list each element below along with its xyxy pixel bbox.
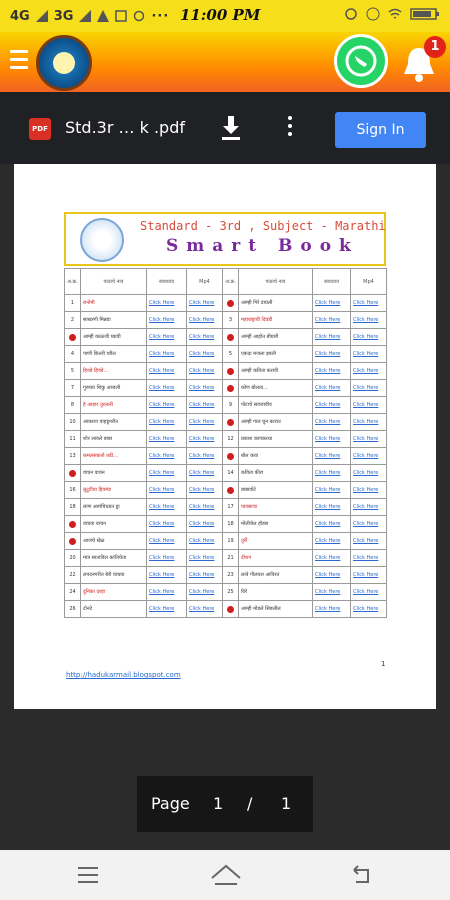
lesson-name: पाणी कितरी चाील <box>81 346 147 363</box>
table-row <box>65 397 387 414</box>
more-options-icon[interactable] <box>286 116 294 140</box>
recycle-icon <box>133 10 145 22</box>
exercise-link[interactable]: Click Here <box>313 601 351 618</box>
bullet-icon <box>69 521 76 528</box>
lesson-name: पावसाचा <box>239 499 313 516</box>
row-number: 22 <box>65 567 81 584</box>
mp4-link[interactable]: Click Here <box>187 533 223 550</box>
exercise-link[interactable]: Click Here <box>313 329 351 346</box>
signal-icon <box>36 10 48 22</box>
exercise-link[interactable]: Click Here <box>313 482 351 499</box>
navigation-bar <box>0 850 450 900</box>
table-header-cell: स्वाध्याय <box>147 269 187 295</box>
mp4-link[interactable]: Click Here <box>351 448 387 465</box>
row-number: 19 <box>223 533 239 550</box>
image-icon <box>115 10 127 22</box>
table-header-cell: Mp4 <box>351 269 387 295</box>
status-left <box>10 9 169 24</box>
exercise-link[interactable]: Click Here <box>147 584 187 601</box>
bullet-icon <box>227 368 234 375</box>
lessons-table <box>64 268 387 618</box>
table-header-row <box>65 269 387 295</box>
table-header-cell: स्वाध्याय <box>313 269 351 295</box>
bullet-icon <box>227 487 234 494</box>
lesson-name: टोनटे <box>81 601 147 618</box>
lesson-name: तुर्री <box>239 533 313 550</box>
table-header-cell: अ.क्र. <box>223 269 239 295</box>
row-number: 8 <box>65 397 81 414</box>
table-row <box>65 380 387 397</box>
lesson-name: वाचवा वाचन <box>81 516 147 533</box>
mp4-link[interactable]: Click Here <box>187 397 223 414</box>
exercise-link[interactable]: Click Here <box>147 499 187 516</box>
signal-icon <box>79 10 91 22</box>
bullet-icon <box>227 334 234 341</box>
bullet-icon <box>227 453 234 460</box>
lesson-name: दीशन <box>239 550 313 567</box>
lesson-name: विरे <box>239 584 313 601</box>
pdf-page <box>14 164 436 709</box>
table-row <box>65 431 387 448</box>
mp4-link[interactable]: Click Here <box>351 601 387 618</box>
exercise-link[interactable]: Click Here <box>313 516 351 533</box>
lesson-name: हिवडे हिवडे… <box>81 363 147 380</box>
mp4-link[interactable]: Click Here <box>187 295 223 312</box>
mp4-link[interactable]: Click Here <box>187 431 223 448</box>
row-number <box>65 329 81 346</box>
mp4-link[interactable]: Click Here <box>187 550 223 567</box>
row-number: 12 <box>223 431 239 448</box>
row-number: 14 <box>223 465 239 482</box>
mp4-link[interactable]: Click Here <box>351 482 387 499</box>
lesson-name: आम्ही गाल घुन काराउ <box>239 414 313 431</box>
bullet-icon <box>227 419 234 426</box>
lesson-name: लाण आमंचिधडत ड्डा <box>81 499 147 516</box>
exercise-link[interactable]: Click Here <box>147 448 187 465</box>
document-title-box <box>64 212 386 266</box>
mp4-link[interactable]: Click Here <box>351 329 387 346</box>
lesson-name: कविता कीरा <box>239 465 313 482</box>
network-4g-label: 4G <box>10 8 30 24</box>
exercise-link[interactable]: Click Here <box>147 601 187 618</box>
row-number <box>223 601 239 618</box>
recent-apps-icon[interactable] <box>78 867 98 883</box>
exercise-link[interactable]: Click Here <box>313 584 351 601</box>
row-number <box>223 448 239 465</box>
mp4-link[interactable]: Click Here <box>351 533 387 550</box>
mp4-link[interactable]: Click Here <box>351 431 387 448</box>
lesson-name: आकाशा पाहडूनरीत <box>81 414 147 431</box>
lesson-name: बाबावोटे <box>239 482 313 499</box>
mp4-link[interactable]: Click Here <box>351 584 387 601</box>
row-number <box>223 414 239 431</box>
exercise-link[interactable]: Click Here <box>147 346 187 363</box>
mp4-link[interactable]: Click Here <box>187 499 223 516</box>
row-number <box>223 295 239 312</box>
document-subtitle: Standard - 3rd , Subject - Marathi <box>140 219 386 233</box>
lesson-name: गुरुच्या शिकु आजली <box>81 380 147 397</box>
row-number: 26 <box>65 601 81 618</box>
row-number <box>223 363 239 380</box>
mp4-link[interactable]: Click Here <box>351 516 387 533</box>
exercise-link[interactable]: Click Here <box>147 465 187 482</box>
lesson-name: कमलसकतो तडी… <box>81 448 147 465</box>
lesson-name: कोण बोलता… <box>239 380 313 397</box>
bullet-icon <box>69 538 76 545</box>
document-page-number: 1 <box>381 660 386 668</box>
table-row <box>65 567 387 584</box>
pdf-viewer[interactable] <box>0 164 450 850</box>
row-number: 20 <box>65 550 81 567</box>
sign-in-button[interactable]: Sign In <box>335 112 426 148</box>
lesson-name: दुनिका दरहा <box>81 584 147 601</box>
row-number <box>65 516 81 533</box>
lesson-name: लपदनगरीत बेरी वाचवा <box>81 567 147 584</box>
lesson-name: प्रकाश कापकरधा <box>239 431 313 448</box>
row-number: 4 <box>65 346 81 363</box>
row-number <box>65 533 81 550</box>
row-number: 5 <box>65 363 81 380</box>
pdf-toolbar <box>0 92 450 164</box>
bullet-icon <box>227 385 234 392</box>
mp4-link[interactable]: Click Here <box>351 550 387 567</box>
status-time: 11:00 PM <box>180 6 261 24</box>
more-dots-icon: ··· <box>151 8 170 24</box>
table-header-cell: अ.क्र. <box>65 269 81 295</box>
alarm-icon <box>344 7 358 21</box>
exercise-link[interactable]: Click Here <box>313 312 351 329</box>
lesson-name: आम्ही गिरे डायली <box>239 295 313 312</box>
row-number: 3 <box>223 312 239 329</box>
exercise-link[interactable]: Click Here <box>147 380 187 397</box>
row-number: 16 <box>65 482 81 499</box>
table-row <box>65 329 387 346</box>
row-number: 13 <box>65 448 81 465</box>
table-row <box>65 601 387 618</box>
exercise-link[interactable]: Click Here <box>147 414 187 431</box>
exercise-link[interactable]: Click Here <box>147 567 187 584</box>
table-row <box>65 533 387 550</box>
exercise-link[interactable]: Click Here <box>147 550 187 567</box>
document-title: Smart Book <box>166 236 359 256</box>
lesson-name: वाचन वाचन <box>81 465 147 482</box>
lesson-name: लावे गौलवल आविरत <box>239 567 313 584</box>
mp4-link[interactable]: Click Here <box>187 346 223 363</box>
row-number: 11 <box>65 431 81 448</box>
mp4-link[interactable]: Click Here <box>187 448 223 465</box>
table-header-cell: पाठाचे नाव <box>81 269 147 295</box>
current-page: 1 <box>213 794 224 813</box>
exercise-link[interactable]: Click Here <box>147 295 187 312</box>
exercise-link[interactable]: Click Here <box>313 550 351 567</box>
row-number: 21 <box>223 550 239 567</box>
mp4-link[interactable]: Click Here <box>351 465 387 482</box>
exercise-link[interactable]: Click Here <box>313 499 351 516</box>
mp4-link[interactable]: Click Here <box>187 516 223 533</box>
back-icon[interactable] <box>350 864 374 886</box>
lesson-name: बोल कवा <box>239 448 313 465</box>
mp4-link[interactable]: Click Here <box>187 312 223 329</box>
status-right <box>344 7 440 21</box>
exercise-link[interactable]: Click Here <box>147 431 187 448</box>
exercise-link[interactable]: Click Here <box>313 380 351 397</box>
network-3g-label: 3G <box>53 8 74 24</box>
mp4-link[interactable]: Click Here <box>351 499 387 516</box>
whatsapp-icon[interactable] <box>334 34 388 88</box>
table-row <box>65 312 387 329</box>
row-number: 17 <box>223 499 239 516</box>
row-number: 9 <box>223 397 239 414</box>
lesson-name: महाराष्ट्राची दिवडी <box>239 312 313 329</box>
row-number: 2 <box>65 312 81 329</box>
notification-count-badge: 1 <box>424 36 446 58</box>
exercise-link[interactable]: Click Here <box>313 346 351 363</box>
page-indicator <box>137 776 313 832</box>
exercise-link[interactable]: Click Here <box>313 567 351 584</box>
battery-icon <box>410 7 440 21</box>
exercise-link[interactable]: Click Here <box>147 516 187 533</box>
table-header-cell: Mp4 <box>187 269 223 295</box>
row-number: 23 <box>223 567 239 584</box>
exercise-link[interactable]: Click Here <box>313 448 351 465</box>
row-number: 1 <box>65 295 81 312</box>
total-pages: 1 <box>281 794 292 813</box>
app-logo[interactable] <box>36 35 92 91</box>
mp4-link[interactable]: Click Here <box>351 363 387 380</box>
exercise-link[interactable]: Click Here <box>313 414 351 431</box>
pdf-file-icon: PDF <box>29 118 51 140</box>
row-number: 25 <box>223 584 239 601</box>
mp4-link[interactable]: Click Here <box>187 601 223 618</box>
exercise-link[interactable]: Click Here <box>147 312 187 329</box>
mp4-link[interactable]: Click Here <box>351 380 387 397</box>
mp4-link[interactable]: Click Here <box>187 465 223 482</box>
lesson-name: हे आहार तुरलली <box>81 397 147 414</box>
mp4-link[interactable]: Click Here <box>351 346 387 363</box>
bullet-icon <box>69 470 76 477</box>
table-row <box>65 550 387 567</box>
exercise-link[interactable]: Click Here <box>147 363 187 380</box>
row-number: 10 <box>65 414 81 431</box>
lesson-name: एकदा मजला झाली <box>239 346 313 363</box>
exercise-link[interactable]: Click Here <box>147 482 187 499</box>
row-number <box>223 482 239 499</box>
table-row <box>65 363 387 380</box>
wifi-icon <box>388 7 402 21</box>
mp4-link[interactable]: Click Here <box>351 567 387 584</box>
lesson-name: लुटुटीया हिवमंड <box>81 482 147 499</box>
row-number: 24 <box>65 584 81 601</box>
table-row <box>65 414 387 431</box>
exercise-link[interactable]: Click Here <box>147 533 187 550</box>
app-header <box>0 32 450 92</box>
mp4-link[interactable]: Click Here <box>187 584 223 601</box>
bullet-icon <box>69 334 76 341</box>
mp4-link[interactable]: Click Here <box>187 567 223 584</box>
school-seal-logo <box>80 218 124 262</box>
mp4-link[interactable]: Click Here <box>351 414 387 431</box>
row-number <box>223 329 239 346</box>
row-number: 18 <box>223 516 239 533</box>
row-number <box>65 465 81 482</box>
table-row <box>65 448 387 465</box>
row-number: 7 <box>65 380 81 397</box>
table-row <box>65 482 387 499</box>
page-label: Page <box>151 794 190 813</box>
lesson-name: आम्ही काळजी घ्यावी <box>81 329 147 346</box>
lesson-name: आम्ही आहोत बीयारी <box>239 329 313 346</box>
table-row <box>65 346 387 363</box>
mp4-link[interactable]: Click Here <box>187 414 223 431</box>
lesson-name: शोर लावले बाबा <box>81 431 147 448</box>
exercise-link[interactable]: Click Here <box>313 431 351 448</box>
home-icon[interactable] <box>210 862 242 888</box>
page-separator: / <box>247 794 253 813</box>
lesson-name: पोटाचे सवजावीव <box>239 397 313 414</box>
exercise-link[interactable]: Click Here <box>313 465 351 482</box>
menu-icon[interactable] <box>10 50 28 72</box>
lesson-name: आजचे खेळ <box>81 533 147 550</box>
lesson-name: आम्ही मोडले सिवलील <box>239 601 313 618</box>
volte-icon <box>366 7 380 21</box>
mp4-link[interactable]: Click Here <box>351 312 387 329</box>
lesson-name: साखरगी मिन्नडा <box>81 312 147 329</box>
row-number: 5 <box>223 346 239 363</box>
exercise-link[interactable]: Click Here <box>313 295 351 312</box>
table-header-cell: पाठाचे नाव <box>239 269 313 295</box>
exercise-link[interactable]: Click Here <box>147 329 187 346</box>
mp4-link[interactable]: Click Here <box>351 397 387 414</box>
blog-link[interactable]: http://hadukarmail.blogspot.com <box>66 671 181 679</box>
exercise-link[interactable]: Click Here <box>147 397 187 414</box>
exercise-link[interactable]: Click Here <box>313 397 351 414</box>
mp4-link[interactable]: Click Here <box>187 363 223 380</box>
row-number: 18 <box>65 499 81 516</box>
lesson-name: रानोमी <box>81 295 147 312</box>
mp4-link[interactable]: Click Here <box>351 295 387 312</box>
row-number <box>223 380 239 397</box>
exercise-link[interactable]: Click Here <box>313 363 351 380</box>
warning-icon <box>97 10 109 22</box>
bullet-icon <box>227 606 234 613</box>
table-row <box>65 516 387 533</box>
table-row <box>65 499 387 516</box>
file-name: Std.3r … k .pdf <box>65 118 185 137</box>
mp4-link[interactable]: Click Here <box>187 380 223 397</box>
exercise-link[interactable]: Click Here <box>313 533 351 550</box>
table-row <box>65 295 387 312</box>
table-row <box>65 584 387 601</box>
lesson-name: मोलीचेल हॉडस <box>239 516 313 533</box>
mp4-link[interactable]: Click Here <box>187 329 223 346</box>
status-bar <box>0 0 450 32</box>
table-row <box>65 465 387 482</box>
bullet-icon <box>227 300 234 307</box>
download-icon[interactable] <box>220 116 242 140</box>
lesson-name: मात्र साताविल कांतिचेता <box>81 550 147 567</box>
lesson-name: आम्ही कविता करावी <box>239 363 313 380</box>
mp4-link[interactable]: Click Here <box>187 482 223 499</box>
